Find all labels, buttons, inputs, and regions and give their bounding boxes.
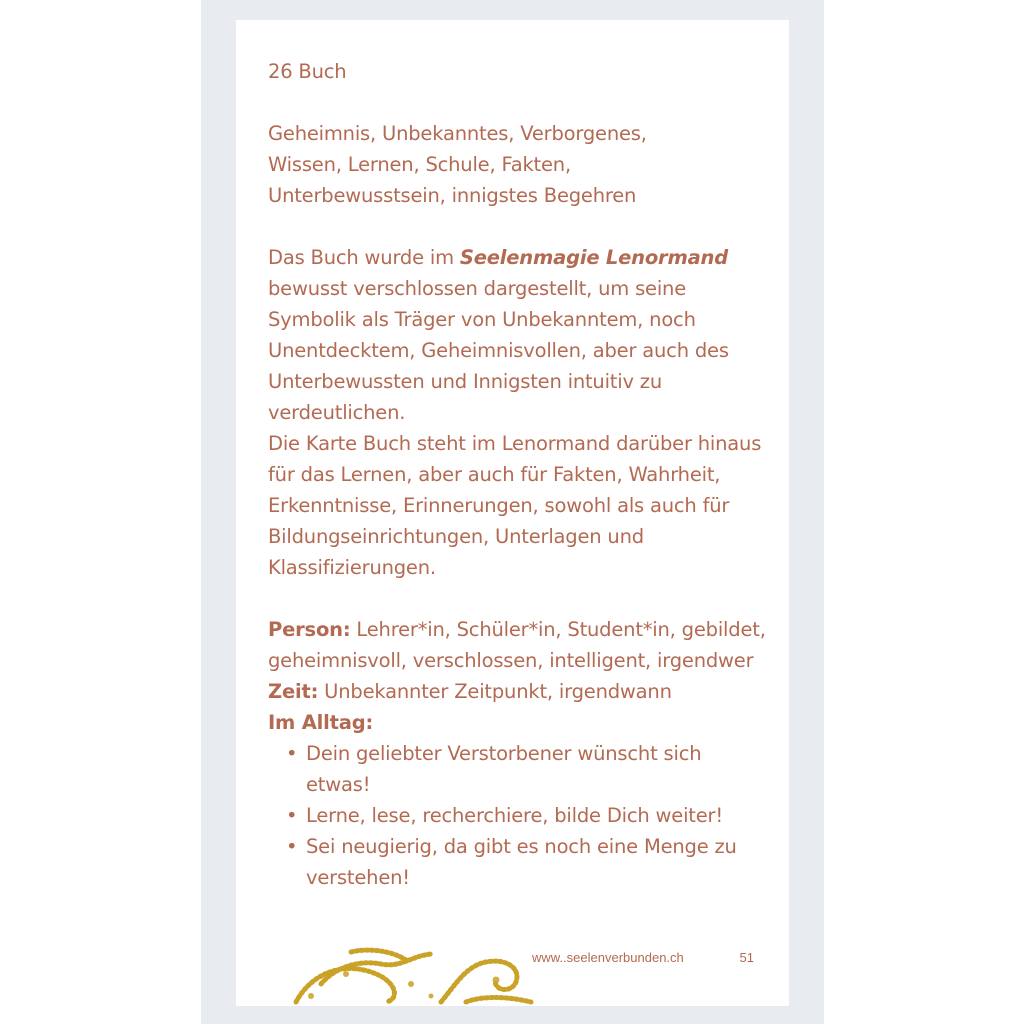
lenormand-card-page — [236, 20, 789, 1006]
card-title: 26 Buch — [268, 60, 347, 83]
deck-name: Seelenmagie Lenormand — [459, 246, 728, 269]
gold-flourish-icon — [291, 944, 541, 1006]
page-number: 51 — [739, 950, 754, 965]
list-item: • Dein geliebter Verstorbener wünscht sich etwas! — [286, 738, 768, 800]
person-line — [268, 614, 768, 676]
time-label: Zeit: — [268, 680, 319, 703]
keyword-line: Wissen, Lernen, Schule, Fakten, — [268, 153, 571, 176]
list-item: • Lerne, lese, recherchiere, bilde Dich weiter! — [286, 800, 768, 831]
time-line — [268, 676, 768, 707]
keyword-line: Geheimnis, Unbekanntes, Verborgenes, — [268, 122, 647, 145]
description-paragraph — [268, 242, 768, 428]
description-rest: bewusst verschlossen dargestellt, um seine Symbolik als Träger von Unbekanntem, noch Unentdecktem, Geheimnisvollen, aber auch des Unterbewussten und Innigsten intuitiv zu verdeutlichen. — [268, 277, 729, 424]
keyword-line: Unterbewusstsein, innigstes Begehren — [268, 184, 637, 207]
everyday-list — [268, 738, 768, 893]
list-item: • Sei neugierig, da gibt es noch eine Menge zu verstehen! — [286, 831, 768, 893]
description-second: Die Karte Buch steht im Lenormand darüber hinaus für das Lernen, aber auch für Fakten, Wahrheit, Erkenntnisse, Erinnerungen, sowohl als auch für Bildungseinrichtungen, Unterlagen und Klassifizierungen. — [268, 432, 762, 579]
everyday-label: Im Alltag: — [268, 711, 374, 734]
description-intro: Das Buch wurde im — [268, 246, 460, 269]
person-label: Person: — [268, 618, 351, 641]
person-text: Lehrer*in, Schüler*in, Student*in, gebildet, geheimnisvoll, verschlossen, intelligent, irgendwer — [268, 618, 766, 672]
card-content — [268, 56, 768, 893]
time-text: Unbekannter Zeitpunkt, irgendwann — [318, 680, 672, 703]
website-link[interactable]: www..seelenverbunden.ch — [532, 950, 684, 965]
